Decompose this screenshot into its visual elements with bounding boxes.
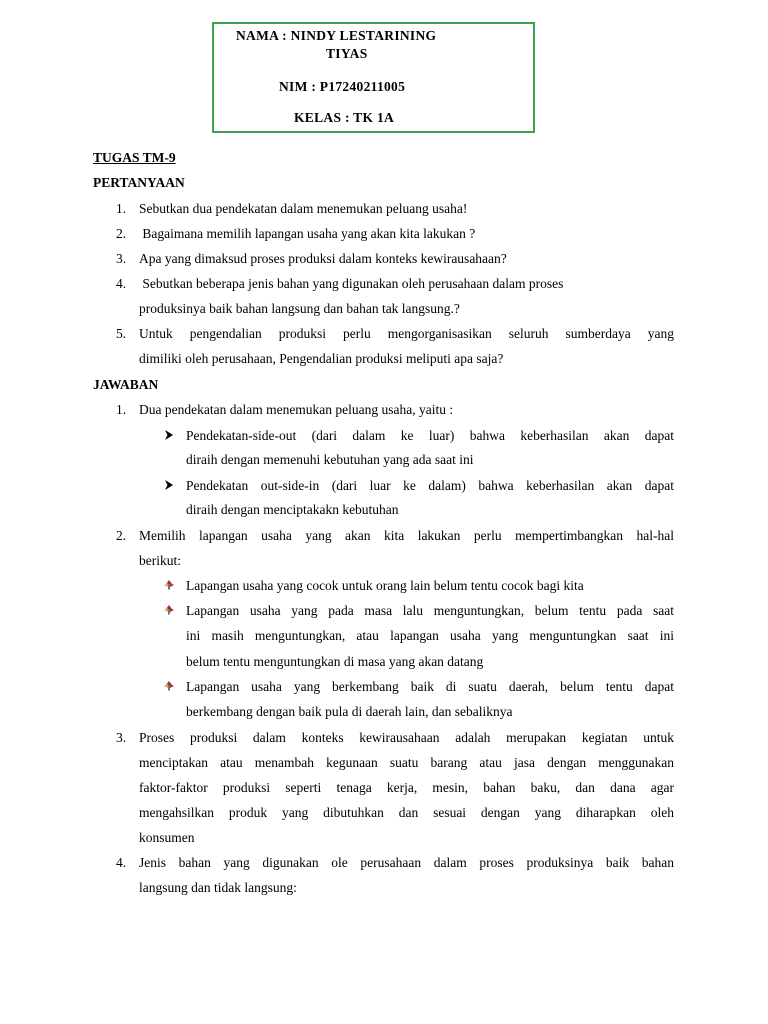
four-color-arrow-bullet-icon [164,580,174,590]
answer-text: menciptakan atau menambah kegunaan suatu barang atau jasa dengan menggunakan [139,755,674,770]
bullet-text: Lapangan usaha yang cocok untuk orang lain belum tentu cocok bagi kita [186,578,584,593]
question-number: 4. [116,276,127,291]
answer-text: langsung dan tidak langsung: [139,880,297,895]
four-color-arrow-bullet-icon [164,681,174,691]
bullet-text: ini masih menguntungkan, atau lapangan usaha yang menguntungkan saat ini [186,628,674,643]
questions-heading: PERTANYAAN [93,175,185,190]
four-color-arrow-bullet-icon [164,605,174,615]
question-text: Bagaimana memilih lapangan usaha yang akan kita lakukan ? [139,226,476,241]
bullet-text: Pendekatan out-side-in (dari luar ke dalam) bahwa keberhasilan akan dapat [186,478,674,493]
question-text: Untuk pengendalian produksi perlu mengorganisasikan seluruh sumberdaya yang [139,326,674,341]
student-name-line1: NAMA : NINDY LESTARINING [236,28,437,43]
question-text: produksinya baik bahan langsung dan bahan tak langsung.? [139,301,460,316]
bullet-text: Pendekatan-side-out (dari dalam ke luar) bahwa keberhasilan akan dapat [186,428,674,443]
student-nim: NIM : P17240211005 [279,79,406,94]
question-number: 3. [116,251,127,266]
answer-text: faktor-faktor produksi seperti tenaga kerja, mesin, bahan baku, dan dana agar [139,780,674,795]
question-text: Sebutkan beberapa jenis bahan yang digunakan oleh perusahaan dalam proses [139,276,564,291]
bullet-text: diraih dengan menciptakakn kebutuhan [186,502,399,517]
question-text: Apa yang dimaksud proses produksi dalam konteks kewirausahaan? [139,251,507,266]
bullet-text: Lapangan usaha yang berkembang baik di suatu daerah, belum tentu dapat [186,679,674,694]
arrowhead-bullet-icon [164,430,174,440]
question-text: Sebutkan dua pendekatan dalam menemukan peluang usaha! [139,201,468,216]
answer-number: 2. [116,528,127,543]
answer-number: 3. [116,730,127,745]
question-text: dimiliki oleh perusahaan, Pengendalian produksi meliputi apa saja? [139,351,504,366]
student-class: KELAS : TK 1A [294,110,395,125]
answer-text: Dua pendekatan dalam menemukan peluang usaha, yaitu : [139,402,454,417]
answer-text: Jenis bahan yang digunakan ole perusahaan dalam proses produksinya baik bahan [139,855,674,870]
answer-text: Proses produksi dalam konteks kewirausahaan adalah merupakan kegiatan untuk [139,730,674,745]
assignment-title: TUGAS TM-9 [93,150,176,165]
question-number: 1. [116,201,127,216]
arrowhead-bullet-icon [164,480,174,490]
answer-text: mengahsilkan produk yang dibutuhkan dan sesuai dengan yang diharapkan oleh [139,805,674,820]
answer-number: 1. [116,402,127,417]
answers-heading: JAWABAN [93,377,159,392]
bullet-text: berkembang dengan baik pula di daerah lain, dan sebaliknya [186,704,513,719]
student-name-line2: TIYAS [326,46,368,61]
bullet-text: diraih dengan memenuhi kebutuhan yang ada saat ini [186,452,474,467]
bullet-text: Lapangan usaha yang pada masa lalu menguntungkan, belum tentu pada saat [186,603,674,618]
answer-number: 4. [116,855,127,870]
answer-text: Memilih lapangan usaha yang akan kita lakukan perlu mempertimbangkan hal-hal [139,528,674,543]
answer-text: berikut: [139,553,181,568]
question-number: 2. [116,226,127,241]
answer-text: konsumen [139,830,195,845]
bullet-text: belum tentu menguntungkan di masa yang akan datang [186,654,484,669]
question-number: 5. [116,326,127,341]
